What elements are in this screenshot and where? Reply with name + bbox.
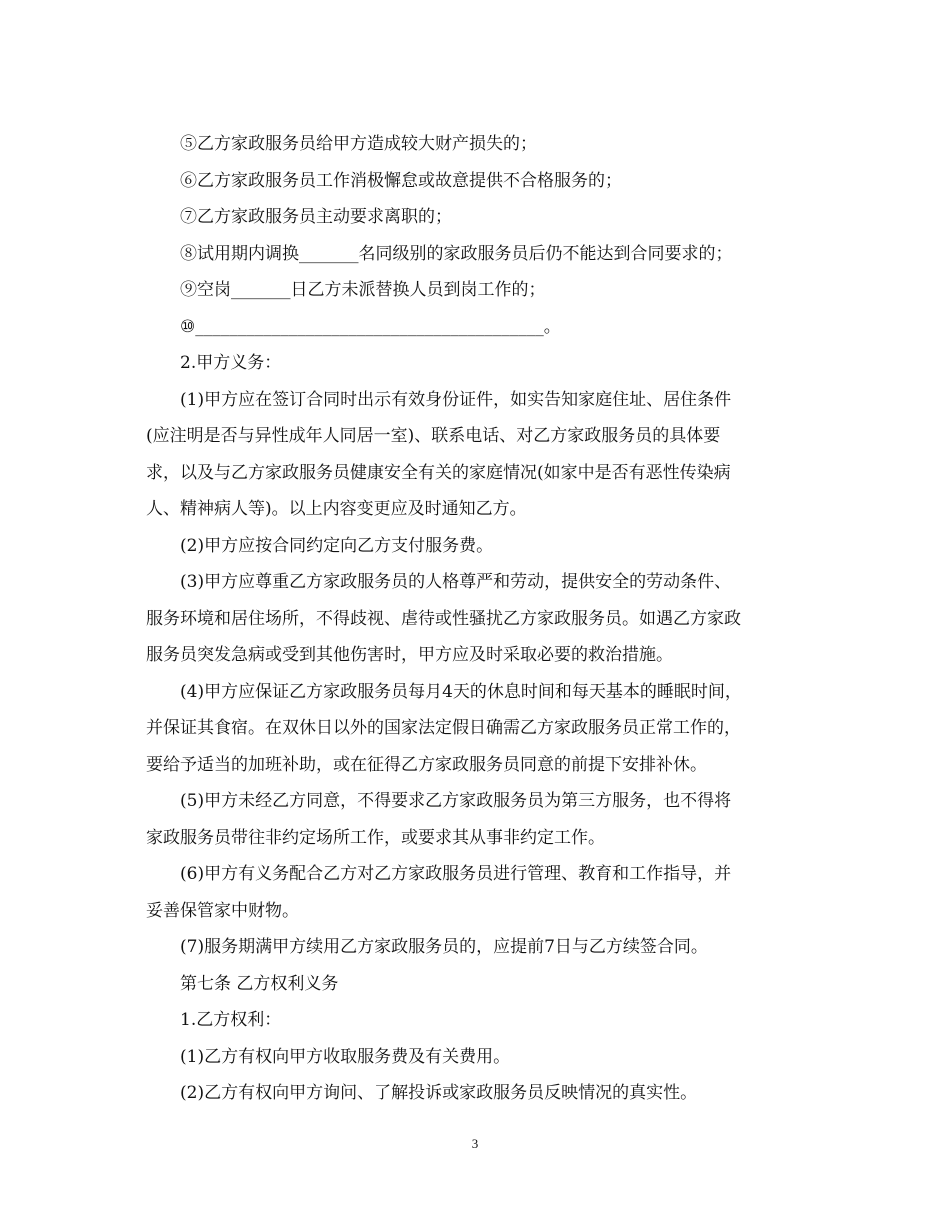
list-item-5: ⑤乙方家政服务员给甲方造成较大财产损失的； <box>180 134 537 154</box>
paragraph-line: 服务员突发急病或受到其他伤害时，甲方应及时采取必要的救治措施。 <box>146 645 673 665</box>
paragraph-line: (1)乙方有权向甲方收取服务费及有关费用。 <box>180 1046 511 1067</box>
document-body <box>146 126 796 1112</box>
paragraph-line: (2)乙方有权向甲方询问、了解投诉或家政服务员反映情况的真实性。 <box>180 1083 698 1103</box>
paragraph-line: (1)甲方应在签订合同时出示有效身份证件，如实告知家庭住址、居住条件 <box>180 389 732 410</box>
list-item-10: ⑩_________________________________________。 <box>180 316 561 337</box>
paragraph-line: (6)甲方有义务配合乙方对乙方家政服务员进行管理、教育和工作指导，并 <box>180 864 732 884</box>
list-item-6: ⑥乙方家政服务员工作消极懈怠或故意提供不合格服务的； <box>180 170 622 191</box>
paragraph-line: 家政服务员带往非约定场所工作，或要求其从事非约定工作。 <box>146 827 605 848</box>
paragraph-line: 要给予适当的加班补助，或在征得乙方家政服务员同意的前提下安排补休。 <box>146 754 707 775</box>
paragraph-line: (应注明是否与异性成年人同居一室)、联系电话、对乙方家政服务员的具体要 <box>146 426 721 446</box>
section-heading-party-a-obligations: 2.甲方义务： <box>180 353 282 373</box>
paragraph-line: 并保证其食宿。在双休日以外的国家法定假日确需乙方家政服务员正常工作的， <box>146 718 741 738</box>
paragraph-line: (5)甲方未经乙方同意，不得要求乙方家政服务员为第三方服务，也不得将 <box>180 791 732 811</box>
paragraph-line: 妥善保管家中财物。 <box>146 900 299 921</box>
list-item-8: ⑧试用期内调换_______名同级别的家政服务员后仍不能达到合同要求的； <box>180 243 733 264</box>
paragraph-line: (7)服务期满甲方续用乙方家政服务员的，应提前7日与乙方续签合同。 <box>180 937 708 957</box>
page-number: 3 <box>471 1136 479 1151</box>
paragraph-line: 服务环境和居住场所，不得歧视、虐待或性骚扰乙方家政服务员。如遇乙方家政 <box>146 608 741 629</box>
list-item-7: ⑦乙方家政服务员主动要求离职的； <box>180 207 452 227</box>
paragraph-line: 人、精神病人等)。以上内容变更应及时通知乙方。 <box>146 499 527 519</box>
paragraph-line: (2)甲方应按合同约定向乙方支付服务费。 <box>180 535 494 556</box>
paragraph-line: (4)甲方应保证乙方家政服务员每月4天的休息时间和每天基本的睡眠时间， <box>180 681 742 702</box>
list-item-9: ⑨空岗_______日乙方未派替换人员到岗工作的； <box>180 280 546 300</box>
section-heading-party-b-rights: 1.乙方权利： <box>180 1010 282 1030</box>
article-heading: 第七条 乙方权利义务 <box>180 973 339 994</box>
paragraph-line: 求，以及与乙方家政服务员健康安全有关的家庭情况(如家中是否有恶性传染病 <box>146 462 731 483</box>
paragraph-line: (3)甲方应尊重乙方家政服务员的人格尊严和劳动，提供安全的劳动条件、 <box>180 572 732 592</box>
